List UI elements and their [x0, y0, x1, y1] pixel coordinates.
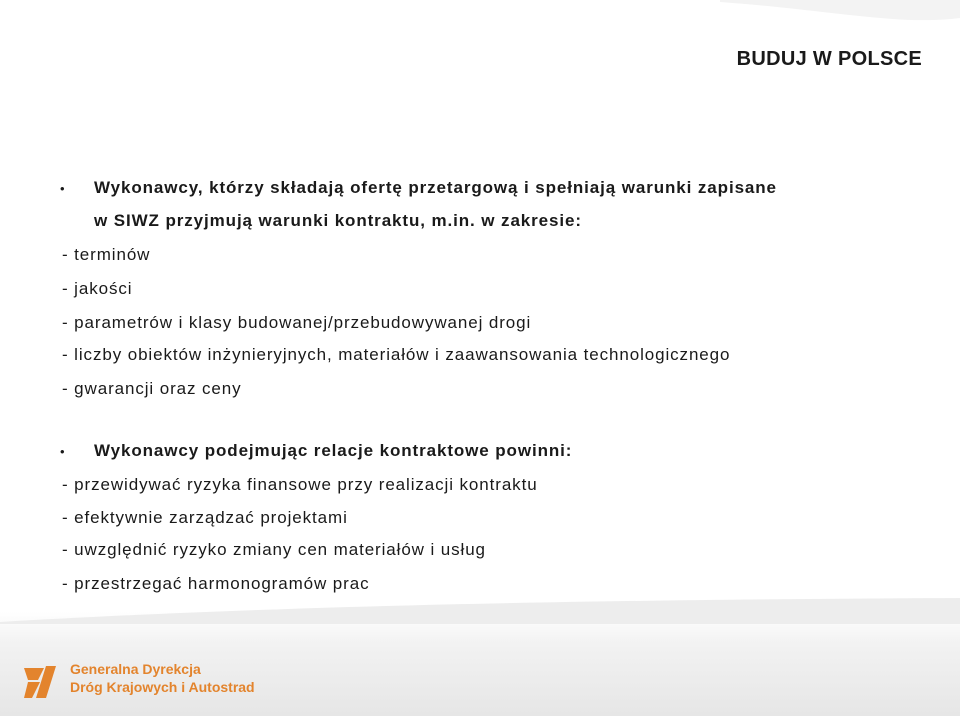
gddkia-road-logo-icon	[22, 660, 58, 700]
logo-line-1: Generalna Dyrekcja	[70, 661, 201, 677]
list-item: - liczby obiektów inżynieryjnych, materiałów i zaawansowania technologicznego	[62, 345, 731, 364]
logo-text	[70, 660, 255, 696]
gddkia-logo	[22, 660, 262, 702]
logo-line-2: Dróg Krajowych i Autostrad	[70, 679, 255, 695]
bullet-dot: •	[60, 444, 66, 459]
corner-decoration	[720, 0, 960, 30]
bullet-2-line-1: Wykonawcy podejmując relacje kontraktowe powinni:	[94, 441, 573, 460]
bullet-dot: •	[60, 181, 66, 196]
list-item: - przewidywać ryzyka finansowe przy realizacji kontraktu	[62, 475, 538, 494]
list-item: - parametrów i klasy budowanej/przebudowywanej drogi	[62, 313, 532, 332]
list-item: - jakości	[62, 279, 133, 298]
list-item: - gwarancji oraz ceny	[62, 379, 242, 398]
bullet-1-line-1: Wykonawcy, którzy składają ofertę przetargową i spełniają warunki zapisane	[94, 178, 777, 197]
slide-title: BUDUJ W POLSCE	[736, 48, 922, 70]
list-item: - efektywnie zarządzać projektami	[62, 508, 348, 527]
list-item: - uwzględnić ryzyko zmiany cen materiałów i usług	[62, 540, 486, 559]
bullet-1-line-2: w SIWZ przyjmują warunki kontraktu, m.in. w zakresie:	[94, 211, 582, 230]
list-item: - przestrzegać harmonogramów prac	[62, 574, 370, 593]
footer-ridge	[0, 598, 960, 624]
list-item: - terminów	[62, 245, 151, 264]
